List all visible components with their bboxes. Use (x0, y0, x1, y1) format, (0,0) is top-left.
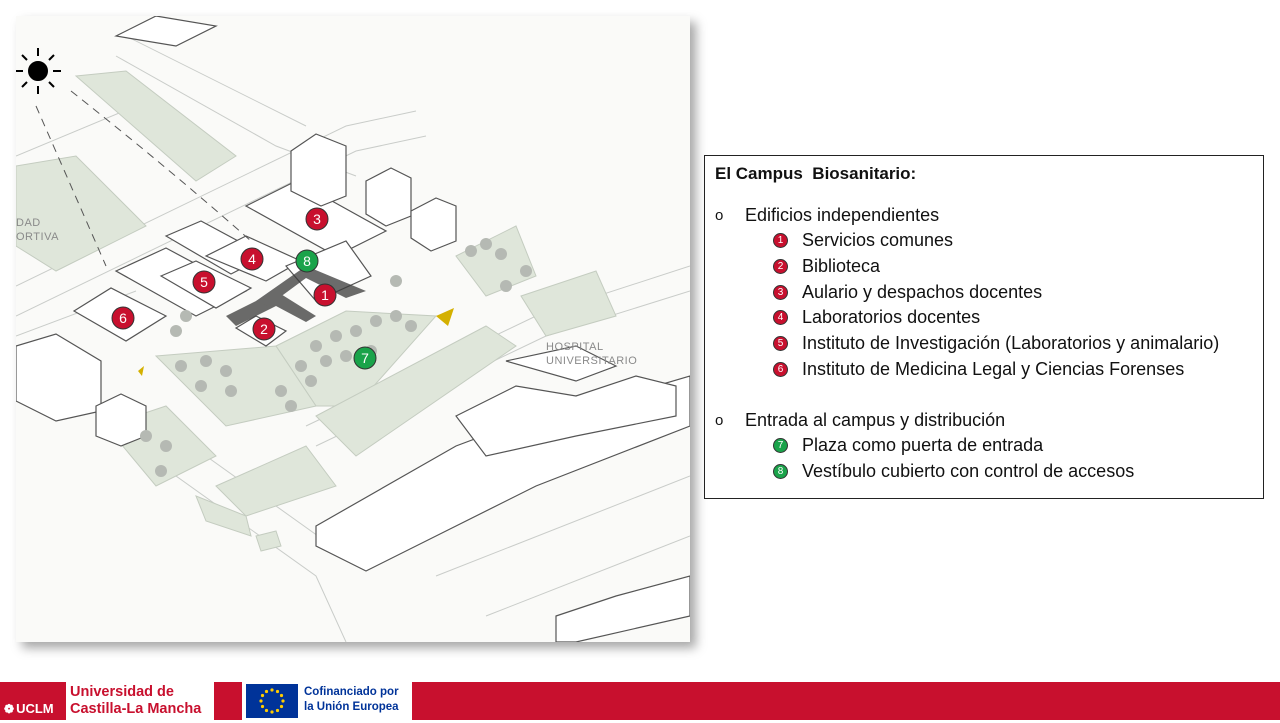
entrance-arrow-small-icon (138, 366, 144, 376)
bullet-o: o (715, 206, 724, 224)
marker-2-label: 2 (260, 321, 268, 337)
campus-map (16, 16, 690, 642)
section-label: Edificios independientes (745, 204, 940, 225)
legend-item-label: Aulario y despachos docentes (802, 281, 1043, 302)
legend-item (715, 228, 1253, 254)
legend-item (715, 279, 1253, 305)
uclm-emblem-icon: ❁ (4, 702, 15, 716)
map-label-hospital-bottom: UNIVERSITARIO (546, 355, 638, 367)
marker-7 (354, 347, 376, 369)
eu-funding-block (242, 682, 412, 720)
number-badge-icon: 5 (773, 336, 788, 351)
legend-title: El Campus Biosanitario: (715, 164, 917, 183)
sun-icon (16, 48, 61, 94)
number-badge-icon: 6 (773, 362, 788, 377)
marker-3 (306, 208, 328, 230)
marker-8-label: 8 (303, 253, 311, 269)
legend-item-label: Instituto de Investigación (Laboratorios y animalario) (802, 333, 1220, 354)
number-badge-icon: 4 (773, 310, 788, 325)
legend-item (715, 356, 1253, 382)
campus-map-figure (16, 16, 690, 642)
legend-item (715, 331, 1253, 357)
marker-5 (193, 271, 215, 293)
legend-item (715, 433, 1253, 459)
map-label-hospital-top: HOSPITAL (546, 341, 604, 353)
legend-item-label: Instituto de Medicina Legal y Ciencias Forenses (802, 358, 1185, 379)
map-label-deportiva-top: DAD (16, 217, 41, 229)
legend-item-label: Servicios comunes (802, 230, 954, 251)
marker-1-label: 1 (321, 287, 329, 303)
marker-5-label: 5 (200, 274, 208, 290)
marker-7-label: 7 (361, 350, 369, 366)
uclm-logo (0, 682, 66, 720)
section-edificios (715, 202, 1253, 228)
legend-item (715, 254, 1253, 280)
number-badge-icon: 1 (773, 233, 788, 248)
number-badge-icon: 2 (773, 259, 788, 274)
entrance-arrow-icon (436, 308, 454, 326)
marker-4-label: 4 (248, 251, 256, 267)
legend-item-label: Plaza como puerta de entrada (802, 435, 1044, 456)
legend-box (704, 155, 1264, 499)
marker-3-label: 3 (313, 211, 321, 227)
number-badge-icon: 7 (773, 438, 788, 453)
marker-1 (314, 284, 336, 306)
eu-funding-text: Cofinanciado por la Unión Europea (304, 686, 399, 713)
legend-item-label: Vestíbulo cubierto con control de accesos (802, 461, 1135, 482)
number-badge-icon: 8 (773, 464, 788, 479)
section-label: Entrada al campus y distribución (745, 409, 1006, 430)
marker-4 (241, 248, 263, 270)
legend-item-label: Biblioteca (802, 256, 881, 277)
section-entrada (715, 407, 1253, 433)
number-badge-icon: 3 (773, 285, 788, 300)
map-label-deportiva-bottom: ORTIVA (16, 231, 59, 243)
legend-item (715, 459, 1253, 485)
marker-6 (112, 307, 134, 329)
university-block (66, 682, 214, 720)
eu-flag-icon (246, 684, 298, 718)
bullet-o: o (715, 411, 724, 429)
university-name: Universidad de Castilla-La Mancha (70, 684, 202, 717)
marker-8 (296, 250, 318, 272)
marker-2 (253, 318, 275, 340)
legend-item (715, 305, 1253, 331)
uclm-logo-text: UCLM (16, 701, 54, 716)
marker-6-label: 6 (119, 310, 127, 326)
legend-item-label: Laboratorios docentes (802, 307, 981, 328)
